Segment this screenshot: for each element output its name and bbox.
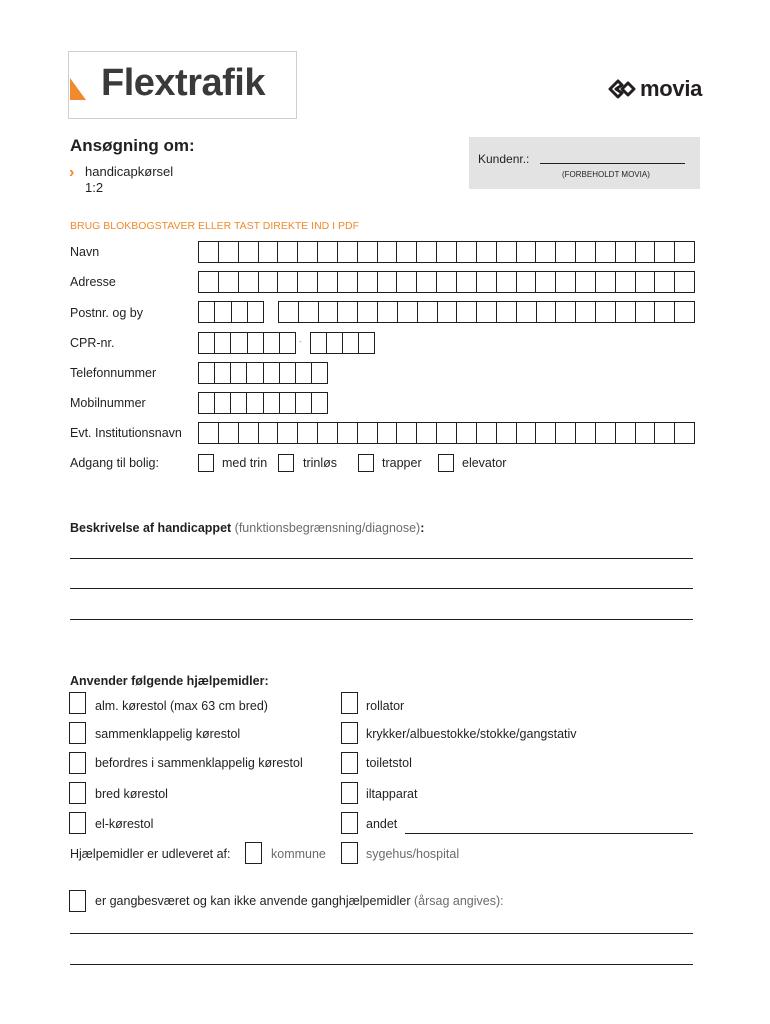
input-cell[interactable] bbox=[497, 242, 517, 262]
input-cell[interactable] bbox=[536, 272, 556, 292]
customer-number-label: Kundenr.: bbox=[478, 152, 530, 166]
movia-logo bbox=[608, 76, 702, 102]
input-cell[interactable] bbox=[457, 302, 477, 322]
application-ratio: 1:2 bbox=[85, 180, 104, 195]
input-cell[interactable] bbox=[215, 363, 231, 383]
input-cell[interactable] bbox=[264, 363, 280, 383]
input-cell[interactable] bbox=[338, 423, 358, 443]
input-cell[interactable] bbox=[497, 423, 517, 443]
description-label-colon: : bbox=[420, 521, 425, 535]
input-cell[interactable] bbox=[343, 333, 359, 353]
description-line-1[interactable] bbox=[70, 558, 693, 559]
description-line-3[interactable] bbox=[70, 619, 693, 620]
input-cell[interactable] bbox=[397, 423, 417, 443]
aid-standard-wheelchair-checkbox[interactable] bbox=[69, 692, 86, 714]
input-cell[interactable] bbox=[457, 272, 477, 292]
input-cell[interactable] bbox=[477, 423, 497, 443]
input-cell[interactable] bbox=[358, 272, 378, 292]
delivered-option-label: kommune bbox=[271, 847, 326, 861]
instruction-text: BRUG BLOKBOGSTAVER ELLER TAST DIREKTE IND I PDF bbox=[70, 220, 360, 232]
input-cell[interactable] bbox=[280, 363, 296, 383]
access-option-label: trinløs bbox=[303, 456, 338, 470]
aid-label: andet bbox=[366, 817, 398, 831]
aid-transferred-folding-checkbox[interactable] bbox=[69, 752, 86, 774]
input-cell[interactable] bbox=[517, 272, 537, 292]
input-cell[interactable] bbox=[219, 242, 239, 262]
input-cell[interactable] bbox=[311, 333, 327, 353]
input-cell[interactable] bbox=[199, 272, 219, 292]
input-cell[interactable] bbox=[248, 302, 263, 322]
input-cell[interactable] bbox=[576, 272, 596, 292]
aid-label: toiletstol bbox=[366, 756, 412, 770]
input-cell[interactable] bbox=[199, 423, 219, 443]
name-input[interactable] bbox=[198, 241, 695, 263]
input-cell[interactable] bbox=[596, 242, 616, 262]
input-cell[interactable] bbox=[199, 242, 219, 262]
input-cell[interactable] bbox=[247, 393, 263, 413]
flextrafik-logo-text: Flextrafik bbox=[101, 62, 265, 104]
input-cell[interactable] bbox=[497, 272, 517, 292]
aid-toilet-chair-checkbox[interactable] bbox=[341, 752, 358, 774]
input-cell[interactable] bbox=[231, 363, 247, 383]
input-cell[interactable] bbox=[318, 423, 338, 443]
input-cell[interactable] bbox=[219, 423, 239, 443]
access-option-label: med trin bbox=[222, 456, 268, 470]
input-cell[interactable] bbox=[398, 302, 418, 322]
walking-reason-line-1[interactable] bbox=[70, 933, 693, 934]
aid-label: iltapparat bbox=[366, 787, 418, 801]
aid-folding-wheelchair-checkbox[interactable] bbox=[69, 722, 86, 744]
access-staircase-checkbox[interactable] bbox=[358, 454, 374, 472]
walking-reason-line-2[interactable] bbox=[70, 964, 693, 965]
input-cell[interactable] bbox=[596, 272, 616, 292]
postal-code-input[interactable] bbox=[198, 301, 264, 323]
input-cell[interactable] bbox=[264, 393, 280, 413]
movia-logo-text: movia bbox=[640, 76, 703, 101]
input-cell[interactable] bbox=[636, 302, 656, 322]
input-cell[interactable] bbox=[338, 302, 358, 322]
input-cell[interactable] bbox=[312, 393, 327, 413]
input-cell[interactable] bbox=[596, 423, 616, 443]
input-cell[interactable] bbox=[616, 302, 636, 322]
aid-other-checkbox[interactable] bbox=[341, 812, 358, 834]
input-cell[interactable] bbox=[278, 272, 298, 292]
delivered-hospital-checkbox[interactable] bbox=[341, 842, 358, 864]
description-label-main: Beskrivelse af handicappet bbox=[70, 521, 232, 535]
form-title: Ansøgning om: bbox=[70, 136, 195, 155]
input-cell[interactable] bbox=[655, 302, 675, 322]
aid-label: sammenklappelig kørestol bbox=[95, 727, 241, 741]
aid-label: befordres i sammenklappelig kørestol bbox=[95, 756, 303, 770]
input-cell[interactable] bbox=[232, 302, 248, 322]
input-cell[interactable] bbox=[378, 272, 398, 292]
aid-wide-wheelchair-checkbox[interactable] bbox=[69, 782, 86, 804]
input-cell[interactable] bbox=[477, 272, 497, 292]
input-cell[interactable] bbox=[278, 423, 298, 443]
input-cell[interactable] bbox=[616, 272, 636, 292]
input-cell[interactable] bbox=[517, 423, 537, 443]
aid-label: bred kørestol bbox=[95, 787, 168, 801]
input-cell[interactable] bbox=[437, 423, 457, 443]
input-cell[interactable] bbox=[318, 242, 338, 262]
input-cell[interactable] bbox=[438, 302, 458, 322]
cpr-label: CPR-nr. bbox=[70, 336, 115, 350]
input-cell[interactable] bbox=[517, 242, 537, 262]
input-cell[interactable] bbox=[259, 423, 279, 443]
input-cell[interactable] bbox=[397, 272, 417, 292]
address-label: Adresse bbox=[70, 275, 116, 289]
input-cell[interactable] bbox=[280, 393, 296, 413]
postal-label: Postnr. og by bbox=[70, 306, 143, 320]
input-cell[interactable] bbox=[616, 423, 636, 443]
input-cell[interactable] bbox=[655, 423, 675, 443]
input-cell[interactable] bbox=[199, 333, 215, 353]
access-option-label: trapper bbox=[382, 456, 422, 470]
input-cell[interactable] bbox=[296, 393, 312, 413]
city-input[interactable] bbox=[278, 301, 695, 323]
access-label: Adgang til bolig: bbox=[70, 456, 159, 470]
aid-label: krykker/albuestokke/stokke/gangstativ bbox=[366, 727, 577, 741]
input-cell[interactable] bbox=[536, 423, 556, 443]
aid-oxygen-checkbox[interactable] bbox=[341, 782, 358, 804]
input-cell[interactable] bbox=[239, 272, 259, 292]
institution-label: Evt. Institutionsnavn bbox=[70, 426, 182, 440]
cpr-date-input[interactable] bbox=[198, 332, 296, 354]
input-cell[interactable] bbox=[457, 242, 477, 262]
input-cell[interactable] bbox=[327, 333, 343, 353]
input-cell[interactable] bbox=[219, 272, 239, 292]
input-cell[interactable] bbox=[636, 423, 656, 443]
aid-rollator-checkbox[interactable] bbox=[341, 692, 358, 714]
input-cell[interactable] bbox=[298, 272, 318, 292]
input-cell[interactable] bbox=[397, 242, 417, 262]
description-label bbox=[70, 521, 424, 535]
aid-crutches-checkbox[interactable] bbox=[341, 722, 358, 744]
walking-impaired-text: er gangbesværet og kan ikke anvende ganghjælpemidler bbox=[95, 894, 411, 908]
input-cell[interactable] bbox=[616, 242, 636, 262]
walking-impaired-checkbox[interactable] bbox=[69, 890, 86, 912]
input-cell[interactable] bbox=[280, 333, 295, 353]
input-cell[interactable] bbox=[556, 423, 576, 443]
input-cell[interactable] bbox=[247, 363, 263, 383]
input-cell[interactable] bbox=[417, 272, 437, 292]
address-input[interactable] bbox=[198, 271, 695, 293]
input-cell[interactable] bbox=[675, 272, 694, 292]
movia-mark-icon bbox=[608, 78, 636, 100]
aid-label: alm. kørestol (max 63 cm bred) bbox=[95, 699, 268, 713]
input-cell[interactable] bbox=[537, 302, 557, 322]
input-cell[interactable] bbox=[497, 302, 517, 322]
input-cell[interactable] bbox=[312, 363, 327, 383]
input-cell[interactable] bbox=[199, 363, 215, 383]
input-cell[interactable] bbox=[318, 272, 338, 292]
input-cell[interactable] bbox=[239, 423, 259, 443]
input-cell[interactable] bbox=[259, 242, 279, 262]
input-cell[interactable] bbox=[418, 302, 438, 322]
application-type: handicapkørsel bbox=[85, 164, 174, 179]
aids-heading: Anvender følgende hjælpemidler: bbox=[70, 674, 269, 688]
input-cell[interactable] bbox=[358, 242, 378, 262]
input-cell[interactable] bbox=[536, 242, 556, 262]
input-cell[interactable] bbox=[437, 242, 457, 262]
aid-label: rollator bbox=[366, 699, 405, 713]
input-cell[interactable] bbox=[215, 302, 231, 322]
input-cell[interactable] bbox=[319, 302, 339, 322]
phone-label: Telefonnummer bbox=[70, 366, 157, 380]
delivered-option-label: sygehus/hospital bbox=[366, 847, 460, 861]
mobile-label: Mobilnummer bbox=[70, 396, 146, 410]
input-cell[interactable] bbox=[279, 302, 299, 322]
input-cell[interactable] bbox=[556, 242, 576, 262]
customer-number-note: (FORBEHOLDT MOVIA) bbox=[562, 170, 650, 179]
input-cell[interactable] bbox=[358, 302, 378, 322]
input-cell[interactable] bbox=[675, 423, 694, 443]
aid-other-input[interactable] bbox=[405, 833, 693, 834]
input-cell[interactable] bbox=[576, 423, 596, 443]
description-label-note: (funktionsbegrænsning/diagnose) bbox=[234, 521, 421, 535]
walking-impaired-note: (årsag angives): bbox=[413, 894, 504, 908]
cpr-serial-input[interactable] bbox=[310, 332, 375, 354]
name-label: Navn bbox=[70, 245, 100, 259]
access-elevator-checkbox[interactable] bbox=[438, 454, 454, 472]
input-cell[interactable] bbox=[576, 242, 596, 262]
input-cell[interactable] bbox=[437, 272, 457, 292]
input-cell[interactable] bbox=[231, 333, 247, 353]
input-cell[interactable] bbox=[231, 393, 247, 413]
input-cell[interactable] bbox=[655, 272, 675, 292]
access-option-label: elevator bbox=[462, 456, 507, 470]
customer-number-field[interactable] bbox=[540, 163, 685, 164]
input-cell[interactable] bbox=[636, 242, 656, 262]
input-cell[interactable] bbox=[675, 242, 694, 262]
aid-electric-wheelchair-checkbox[interactable] bbox=[69, 812, 86, 834]
mobile-input[interactable] bbox=[198, 392, 328, 414]
input-cell[interactable] bbox=[556, 302, 576, 322]
input-cell[interactable] bbox=[199, 302, 215, 322]
input-cell[interactable] bbox=[259, 272, 279, 292]
input-cell[interactable] bbox=[296, 363, 312, 383]
flextrafik-mark-icon bbox=[70, 78, 86, 100]
input-cell[interactable] bbox=[215, 333, 231, 353]
phone-input[interactable] bbox=[198, 362, 328, 384]
input-cell[interactable] bbox=[298, 242, 318, 262]
input-cell[interactable] bbox=[378, 423, 398, 443]
walking-impaired-label bbox=[95, 894, 504, 908]
input-cell[interactable] bbox=[378, 302, 398, 322]
description-line-2[interactable] bbox=[70, 588, 693, 589]
input-cell[interactable] bbox=[477, 302, 497, 322]
delivered-municipality-checkbox[interactable] bbox=[245, 842, 262, 864]
cpr-separator: - bbox=[299, 337, 302, 346]
input-cell[interactable] bbox=[378, 242, 398, 262]
input-cell[interactable] bbox=[215, 393, 231, 413]
chevron-right-icon: › bbox=[69, 164, 75, 181]
input-cell[interactable] bbox=[199, 393, 215, 413]
input-cell[interactable] bbox=[556, 272, 576, 292]
input-cell[interactable] bbox=[359, 333, 374, 353]
input-cell[interactable] bbox=[576, 302, 596, 322]
input-cell[interactable] bbox=[338, 272, 358, 292]
input-cell[interactable] bbox=[264, 333, 280, 353]
input-cell[interactable] bbox=[338, 242, 358, 262]
input-cell[interactable] bbox=[477, 242, 497, 262]
input-cell[interactable] bbox=[417, 242, 437, 262]
input-cell[interactable] bbox=[278, 242, 298, 262]
input-cell[interactable] bbox=[417, 423, 437, 443]
input-cell[interactable] bbox=[675, 302, 694, 322]
input-cell[interactable] bbox=[299, 302, 319, 322]
input-cell[interactable] bbox=[655, 242, 675, 262]
aid-label: el-kørestol bbox=[95, 817, 154, 831]
input-cell[interactable] bbox=[517, 302, 537, 322]
input-cell[interactable] bbox=[358, 423, 378, 443]
input-cell[interactable] bbox=[248, 333, 264, 353]
access-stairs-checkbox[interactable] bbox=[198, 454, 214, 472]
input-cell[interactable] bbox=[596, 302, 616, 322]
input-cell[interactable] bbox=[239, 242, 259, 262]
delivered-by-label: Hjælpemidler er udleveret af: bbox=[70, 847, 231, 861]
input-cell[interactable] bbox=[457, 423, 477, 443]
access-stepfree-checkbox[interactable] bbox=[278, 454, 294, 472]
input-cell[interactable] bbox=[636, 272, 656, 292]
input-cell[interactable] bbox=[298, 423, 318, 443]
institution-input[interactable] bbox=[198, 422, 695, 444]
